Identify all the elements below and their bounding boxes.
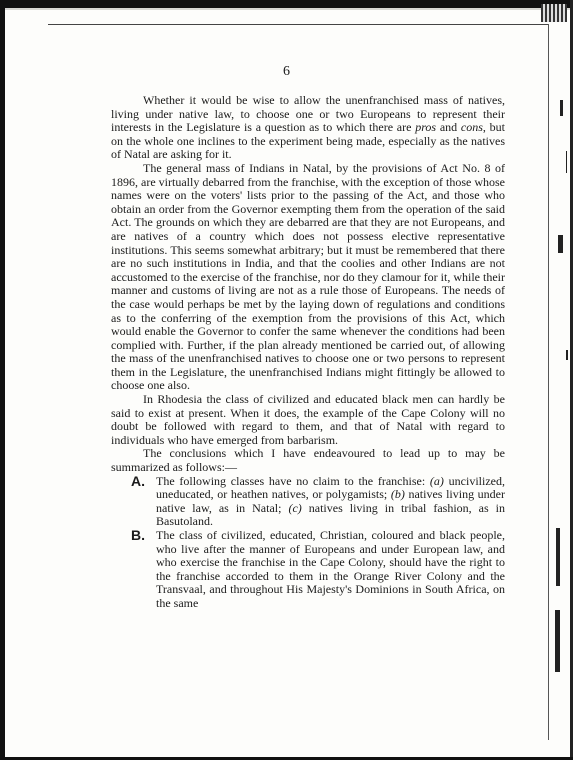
pros-word: pros (415, 120, 437, 135)
list-a-marker-c: (c) (288, 500, 302, 515)
margin-mark (556, 528, 560, 586)
margin-mark (566, 350, 568, 360)
body-text (111, 94, 505, 611)
list-label-a: A. (131, 472, 145, 489)
list-a-text-a: uncivilized, uneducated, or heathen natives, or polygamists; (156, 473, 505, 502)
list-a-intro: The following classes have no claim to the franchise: (156, 473, 430, 488)
page-number: 6 (283, 64, 290, 79)
list-label-b: B. (131, 527, 145, 543)
paragraph-1 (111, 94, 505, 162)
list-item-a (111, 472, 505, 529)
and-word: and (436, 120, 461, 135)
paragraph-3: In Rhodesia the class of civilized and educated black men can hardly be said to exist at present. When it does, the example of the Cape Colony will no doubt be followed with regard to them, and that of Natal with regard to individuals who have emerged from barbarism. (111, 392, 505, 447)
list-a-text-c: natives living in tribal fashion, as in Basutoland. (156, 500, 505, 529)
cons-word: cons (460, 120, 483, 135)
list-a-marker-b: (b) (390, 487, 405, 502)
list-a-marker-a: (a) (429, 473, 444, 488)
paragraph-1-end: , but on the whole one inclines to the experiment being made, especially as the natives of Natal are asking for it. (111, 120, 506, 162)
margin-mark (558, 235, 563, 253)
page-border-top (48, 24, 548, 25)
list-item-b (111, 529, 505, 611)
paragraph-2: The general mass of Indians in Natal, by the provisions of Act No. 8 of 1896, are virtually debarred from the franchise, with the exception of those whose names were on the voters' lists prior to the passing of the Act, and those who obtain an order from the Governor exempting them from the operation of the said Act. The grounds on which they are debarred are that they are not Europeans, and are natives of a country which does not possess elective representative institutions. This seems somewhat arbitrary; but it must be remembered that there are no such institutions in India, and that the coolies and other Indians are not accustomed to the exercise of the franchise, nor do they clamour for it, while their manner and customs of living are not as a rule those of Europeans. The needs of the case would perhaps be met by the laying down of regulations and conditions as to the conferring of the exemption from the provisions of this Act, which would enable the Governor to confer the same whenever the conditions had been complied with. Further, if the plan already mentioned be carried out, of allowing the mass of the unenfranchised natives to choose one or two persons to represent them in the Legislature, the unenfranchised Indians might fittingly be allowed to choose one also. (111, 160, 505, 393)
margin-mark (560, 100, 563, 116)
scan-corner-mark (541, 4, 567, 22)
paragraph-4: The conclusions which I have endeavoured to lead up to may be summarized as follows:— (111, 446, 505, 475)
margin-mark (566, 151, 567, 173)
scan-edge-top (0, 0, 573, 8)
list-b-text: The class of civilized, educated, Christian, coloured and black people, who live after the manner of Europeans and under European law, and who exercise the franchise in the Cape Colony, should have the right to the franchise accorded to them in the Orange River Colony and the Transvaal, and throughout His Majesty's Dominions in South Africa, on the same (156, 528, 505, 610)
page-border-right (548, 24, 549, 740)
list-a-text-b: natives living under native law, as in Natal; (156, 487, 505, 515)
paragraph-1-text: Whether it would be wise to allow the unenfranchised mass of natives, living under native law, to choose one or two Europeans to represent their interests in the Legislature is a question as to which there are (111, 93, 505, 135)
margin-mark (555, 610, 560, 672)
scan-edge-strip (0, 8, 573, 10)
scan-edge-left (0, 0, 5, 760)
